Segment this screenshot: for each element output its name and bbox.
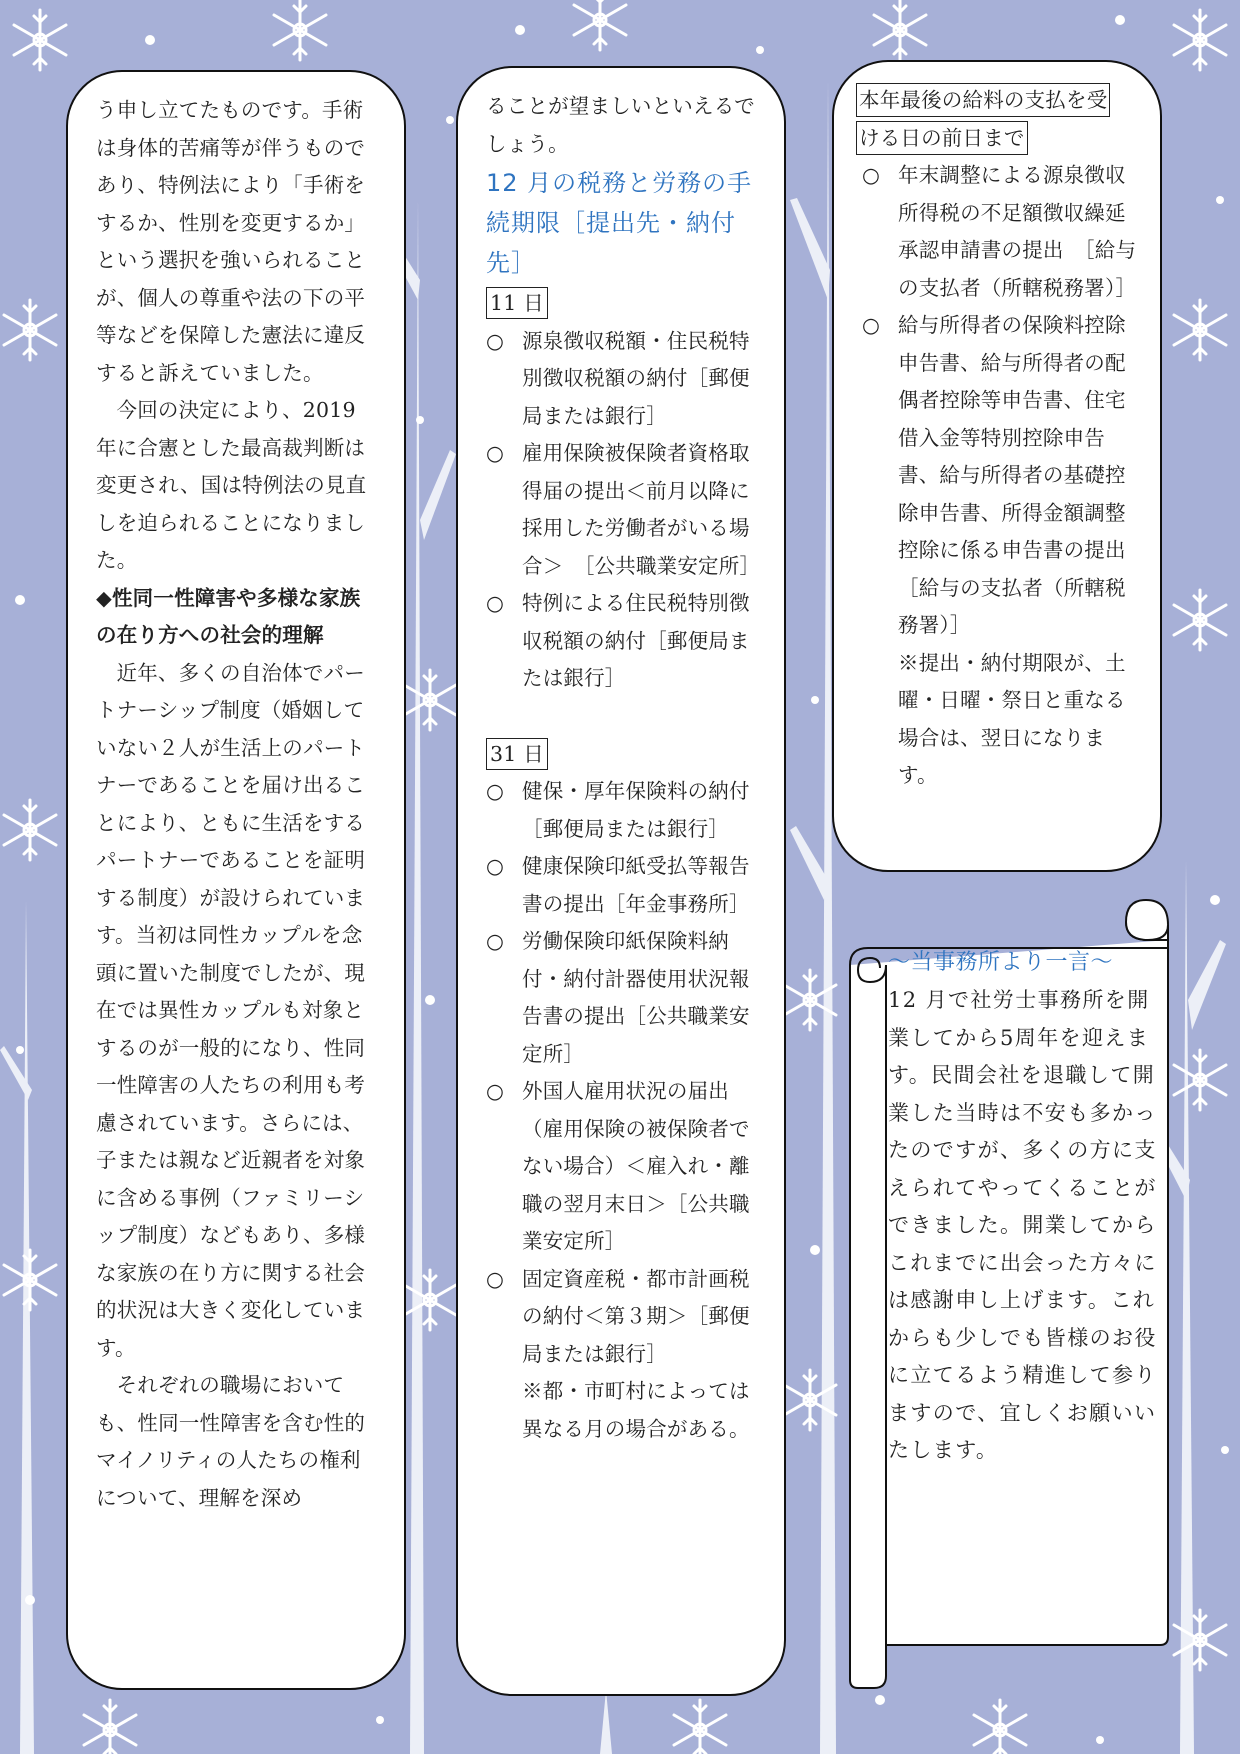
date-label: 31 日 <box>486 738 548 770</box>
deadline-box-label: 本年最後の給料の支払を受 <box>856 83 1110 117</box>
note: ※提出・納付期限が、土曜・日曜・祭日と重なる場合は、翌日になります。 <box>898 650 1126 787</box>
list-item: ○ 健康保険印紙受払等報告書の提出［年金事務所］ <box>486 848 758 923</box>
circle-icon: ○ <box>486 854 505 878</box>
circle-icon: ○ <box>486 1079 505 1103</box>
circle-icon: ○ <box>486 779 505 803</box>
list-item: ○ 労働保険印紙保険料納付・納付計器使用状況報告書の提出［公共職業安定所］ <box>486 923 758 1073</box>
list-item: ○ 給与所得者の保険料控除申告書、給与所得者の配偶者控除等申告書、住宅借入金等特別控除申告書、給与所得者の基礎控除申告書、所得金額調整控除に係る申告書の提出［給与の支払者（所轄税務署）］ <box>862 307 1138 645</box>
circle-icon: ○ <box>862 163 881 187</box>
list-item: ○ 固定資産税・都市計画税の納付＜第３期＞［郵便局または銀行］ <box>486 1261 758 1374</box>
list-item: ○ 外国人雇用状況の届出（雇用保険の被保険者でない場合）＜雇入れ・離職の翌月末日＞［公共職業安定所］ <box>486 1073 758 1261</box>
list-item: ○ 雇用保険被保険者資格取得届の提出＜前月以降に採用した労働者がいる場合＞ ［公共職業安定所］ <box>486 435 758 585</box>
article-paragraph: ることが望ましいといえるでしょう。 <box>486 94 755 156</box>
circle-icon: ○ <box>486 591 505 615</box>
circle-icon: ○ <box>486 1266 505 1291</box>
message-title: ～当事務所より一言～ <box>888 950 1114 975</box>
note: ※都・市町村によっては異なる月の場合がある。 <box>522 1379 750 1441</box>
deadline-section-11 <box>486 283 761 698</box>
list-item: ○ 健保・厚年保険料の納付 ［郵便局または銀行］ <box>486 773 758 848</box>
section-heading: ◆性同一性障害や多様な家族の在り方への社会的理解 <box>96 585 361 647</box>
deadlines-column-continued <box>832 60 1162 872</box>
circle-icon: ○ <box>486 328 505 353</box>
circle-icon: ○ <box>486 441 505 465</box>
article-column-1 <box>66 70 406 1690</box>
article-paragraph: それぞれの職場においても、性同一性障害を含む性的マイノリティの人たちの権利について、理解を深め <box>96 1373 366 1510</box>
date-label: 11 日 <box>486 287 548 319</box>
deadline-box-label: ける日の前日まで <box>856 121 1028 155</box>
deadlines-title: 12 月の税務と労務の手続期限［提出先・納付先］ <box>486 169 753 277</box>
deadlines-column <box>456 66 786 1696</box>
list-item: ○ 年末調整による源泉徴収所得税の不足額徴収繰延承認申請書の提出 ［給与の支払者（所轄税務署）］ <box>862 157 1138 307</box>
list-item: ○ 源泉徴収税額・住民税特別徴収税額の納付［郵便局または銀行］ <box>486 323 758 436</box>
message-body: 12 月で社労士事務所を開業してから5周年を迎えます。民間会社を退職して開業した当時は不安も多かったのですが、多くの方に支えられてやってくることができました。開業してからこれまでに出会った方々には感謝申し上げます。これからも少しでも皆様のお役に立てるよう精進して参りますので、宜しくお願いいたします。 <box>888 988 1157 1462</box>
deadline-section-31 <box>486 734 771 1449</box>
list-item: ○ 特例による住民税特別徴収税額の納付［郵便局または銀行］ <box>486 585 758 698</box>
article-paragraph: 今回の決定により、2019年に合憲とした最高裁判断は変更され、国は特例法の見直しを迫られることになりました。 <box>96 398 367 572</box>
circle-icon: ○ <box>862 313 881 337</box>
office-message <box>888 945 1158 1470</box>
circle-icon: ○ <box>486 929 505 953</box>
article-paragraph: う申し立てたものです。手術は身体的苦痛等が伴うものであり、特例法により「手術をするか、性別を変更するか」という選択を強いられることが、個人の尊重や法の下の平等などを保障した憲法に違反すると訴えていました。 <box>96 98 366 385</box>
article-paragraph: 近年、多くの自治体でパートナーシップ制度（婚姻していない２人が生活上のパートナーであることを届け出ることにより、ともに生活をするパートナーであることを証明する制度）が設けられています。当初は同性カップルを念頭に置いた制度でしたが、現在では異性カップルも対象とするのが一般的になり、性同一性障害の人たちの利用も考慮されています。さらには、子または親など近親者を対象に含める事例（ファミリーシップ制度）などもあり、多様な家族の在り方に関する社会的状況は大きく変化しています。 <box>96 660 366 1360</box>
